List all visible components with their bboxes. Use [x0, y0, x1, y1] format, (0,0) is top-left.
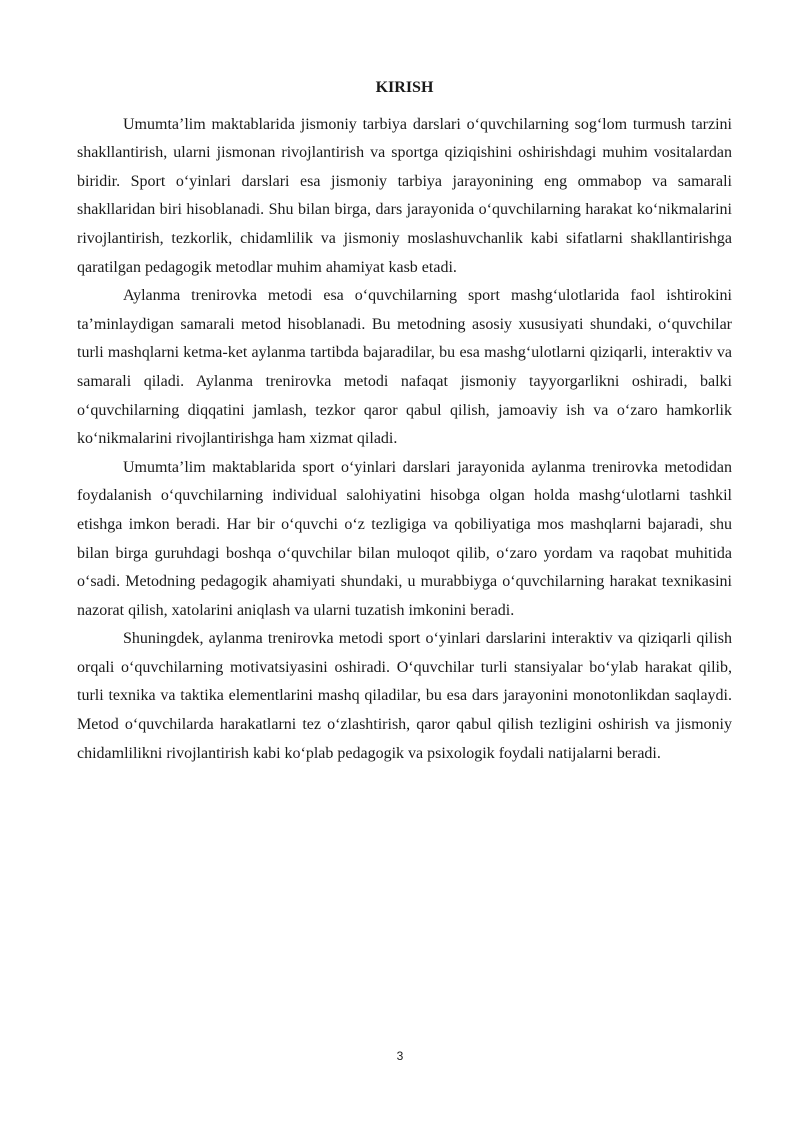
section-title: KIRISH [375, 79, 434, 96]
paragraph-2: Aylanma trenirovka metodi esa o‘quvchilarning sport mashg‘ulotlarida faol ishtirokini ta’minlaydigan samarali metod hisoblanadi. Bu metodning asosiy xususiyati shundaki, o‘quvchilar turli mashqlarni ketma-ket aylanma tartibda bajaradilar, bu esa mashg‘ulotlarni qiziqarli, interaktiv va samarali qiladi. Aylanma trenirovka metodi nafaqat jismoniy tayyorgarlikni oshiradi, balki o‘quvchilarning diqqatini jamlash, tezkor qaror qabul qilish, jamoaviy ish va o‘zaro hamkorlik ko‘nikmalarini rivojlantirishga ham xizmat qiladi. [77, 287, 732, 448]
page-number: 3 [396, 1049, 404, 1063]
paragraph-4: Shuningdek, aylanma trenirovka metodi sport o‘yinlari darslarini interaktiv va qiziqarli qilish orqali o‘quvchilarning motivatsiyasini oshiradi. O‘quvchilar turli stansiyalar bo‘ylab harakat qilib, turli texnika va taktika elementlarini mashq qiladilar, bu esa dars jarayonini monotonlikdan saqlaydi. Metod o‘quvchilarda harakatlarni tez o‘zlashtirish, qaror qabul qilish tezligini oshirish va jismoniy chidamlilikni rivojlantirish kabi ko‘plab pedagogik va psixologik foydali natijalarni beradi. [77, 630, 732, 762]
paragraph-3: Umumta’lim maktablarida sport o‘yinlari darslari jarayonida aylanma trenirovka metodidan foydalanish o‘quvchilarning individual salohiyatini hisobga olgan holda mashg‘ulotlarni tashkil etishga imkon beradi. Har bir o‘quvchi o‘z tezligiga va qobiliyatiga mos mashqlarni bajaradi, shu bilan birga guruhdagi boshqa o‘quvchilar bilan muloqot qilib, o‘zaro yordam va raqobat muhitida o‘sadi. Metodning pedagogik ahamiyati shundaki, u murabbiyga o‘quvchilarning harakat texnikasini nazorat qilish, xatolarini aniqlash va ularni tuzatish imkonini beradi. [77, 458, 732, 619]
paragraph-1: Umumta’lim maktablarida jismoniy tarbiya darslari o‘quvchilarning sog‘lom turmush tarzini shakllantirish, ularni jismonan rivojlantirish va sportga qiziqishini oshirishdagi muhim vositalardan biridir. Sport o‘yinlari darslari esa jismoniy tarbiya jarayonining eng ommabop va samarali shakllaridan biri hisoblanadi. Shu bilan birga, dars jarayonida o‘quvchilarning harakat ko‘nikmalarini rivojlantirish, tezkorlik, chidamlilik va jismoniy moslashuvchanlik kabi sifatlarni shakllantirishga qaratilgan pedagogik metodlar muhim ahamiyat kasb etadi. [77, 115, 732, 276]
document-body [77, 74, 732, 768]
